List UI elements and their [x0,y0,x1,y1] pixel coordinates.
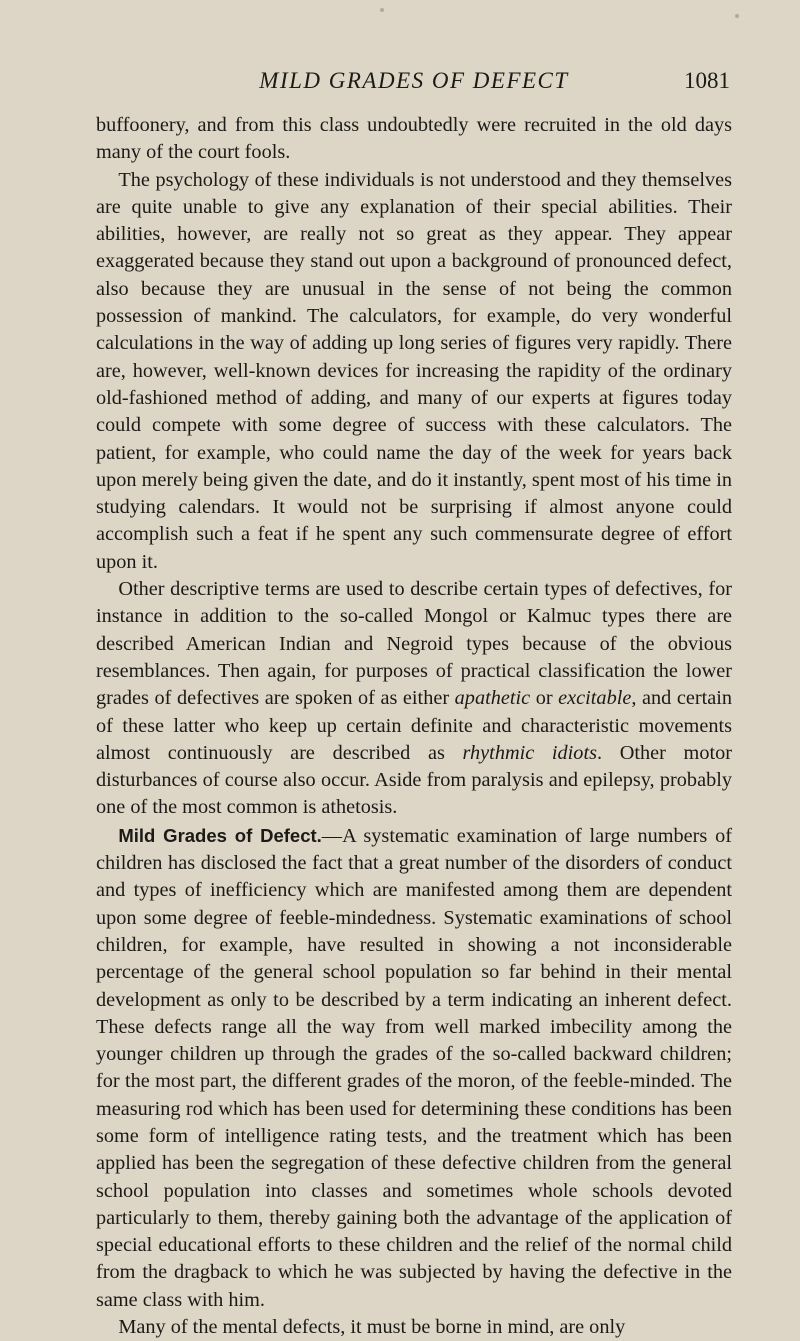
section-heading: Mild Grades of Defect. [118,824,322,846]
text-run: Other descriptive terms are used to describe certain types of defectives, for instance in addition to the so-called Mongol or Kalmuc types there are described American Indian and Negroid types because of the obvious resemblances. Then again, for purposes of practical classification the lower grades of defectives are spoken of as either [96,578,732,710]
paragraph-mental-defects: Many of the mental defects, it must be borne in mind, are only [118,1316,626,1339]
term-rhythmic-idiots: rhythmic idiots [462,741,597,764]
page-speck-mark [735,14,739,18]
page-speck-mark [380,8,384,12]
text-run: or [530,687,559,710]
text-run: , and certain of these latter who keep up certain definite and characteristic movements almost continuously are described as [96,687,732,764]
page-header [96,68,732,98]
text-run: . Other motor disturbances of course also occur. Aside from paralysis and epilepsy, probably one of the most common is athetosis. [96,741,732,819]
body-text [96,112,732,1341]
page-number: 1081 [684,68,730,93]
paragraph-mild-grades [96,822,732,1314]
running-title: MILD GRADES OF DEFECT [259,68,569,93]
paragraph-continued: buffoonery, and from this class undoubtedly were recruited in the old days many of the court fools. [96,114,732,164]
term-apathetic: apathetic [454,687,531,710]
paragraph-descriptive-terms [96,576,732,822]
term-excitable: excitable [558,687,632,710]
paragraph-psychology: The psychology of these individuals is not understood and they themselves are quite unable to give any explanation of their special abilities. Their abilities, however, are really not so great as they appear. They appear exaggerated because they stand out upon a background of pronounced defect, also because they are unusual in the sense of not being the common possession of mankind. The calculators, for example, do very wonderful calculations in the way of adding up long series of figures very rapidly. There are, however, well-known devices for increasing the rapidity of the ordinary old-fashioned method of adding, and many of our experts at figures today could compete with some degree of success with these calculators. The patient, for example, who could name the day of the week for years back upon merely being given the date, and do it instantly, spent most of his time in studying calendars. It would not be surprising if almost anyone could accomplish such a feat if he spent any such commensurate degree of effort upon it. [96,168,732,573]
text-run: —A systematic examination of large numbers of children has disclosed the fact that a great number of the disorders of conduct and types of inefficiency which are manifested among them are dependent upon some degree of feeble-mindedness. Systematic examinations of school children, for example, have resulted in showing a not inconsiderable percentage of the general school population so far behind in their mental development as only to be described by a term indicating an inherent defect. These defects range all the way from well marked imbecility among the younger children up through the grades of the so-called backward children; for the most part, the different grades of the moron, of the feeble-minded. The measuring rod which has been used for determining these conditions has been some form of intelligence rating tests, and the treatment which has been applied has been the segregation of these defective children from the general school population into classes and sometimes whole schools devoted particularly to them, thereby gaining both the advantage of the application of special educational efforts to these children and the relief of the normal child from the dragback to which he was subjected by having the defective in the same class with him. [96,824,732,1311]
